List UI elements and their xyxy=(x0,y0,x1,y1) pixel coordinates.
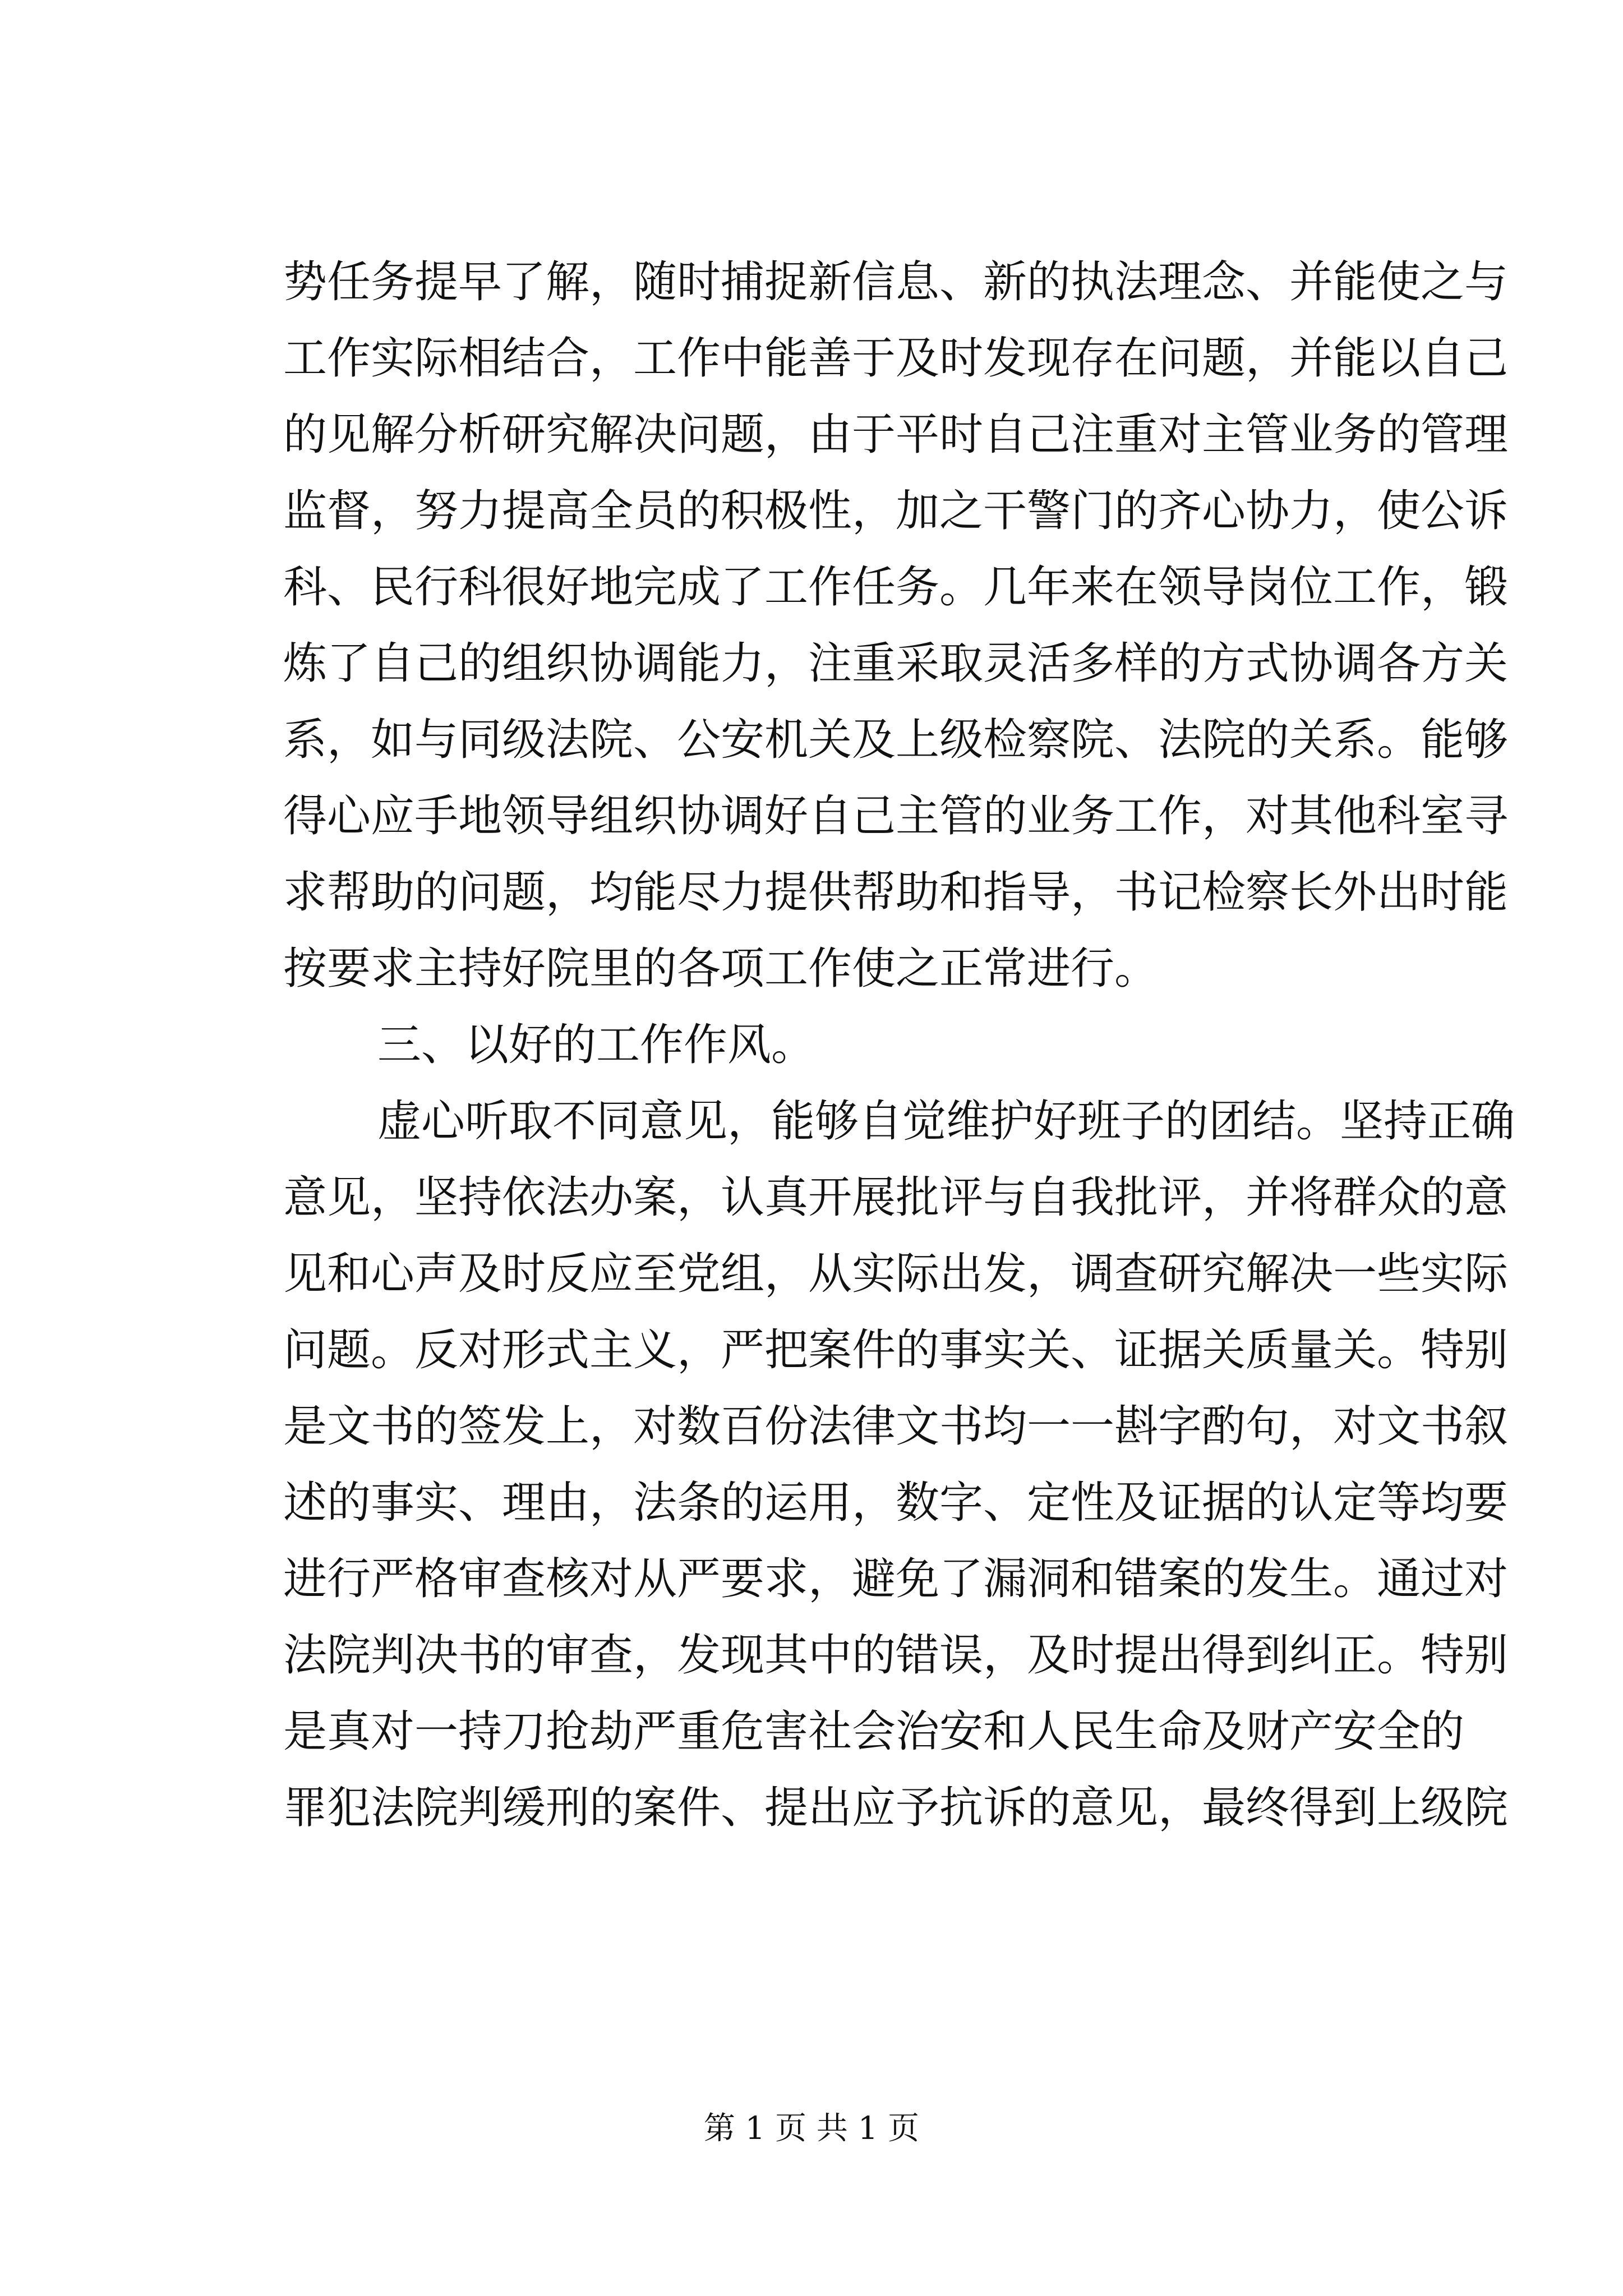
text-line: 求帮助的问题，均能尽力提供帮助和指导，书记检察长外出时能 xyxy=(283,867,1509,918)
text-line: 进行严格审查核对从严要求，避免了漏洞和错案的发生。通过对 xyxy=(283,1554,1509,1604)
text-line: 势任务提早了解，随时捕捉新信息、新的执法理念、并能使之与 xyxy=(283,257,1509,307)
text-line: 炼了自己的组织协调能力，注重采取灵活多样的方式协调各方关 xyxy=(283,638,1509,689)
text-line: 按要求主持好院里的各项工作使之正常进行。 xyxy=(283,944,1159,994)
text-line: 的见解分析研究解决问题，由于平时自己注重对主管业务的管理 xyxy=(283,409,1509,460)
text-line: 工作实际相结合，工作中能善于及时发现存在问题，并能以自己 xyxy=(283,333,1509,384)
text-line: 法院判决书的审查，发现其中的错误，及时提出得到纠正。特别 xyxy=(283,1630,1509,1681)
text-line: 是真对一持刀抢劫严重危害社会治安和人民生命及财产安全的 xyxy=(283,1706,1465,1757)
page-number-footer: 第 1 页 共 1 页 xyxy=(703,2110,920,2147)
section-heading: 三、以好的工作作风。 xyxy=(377,1020,815,1070)
text-line: 意见，坚持依法办案，认真开展批评与自我批评，并将群众的意 xyxy=(283,1172,1509,1223)
text-line: 述的事实、理由，法条的运用，数字、定性及证据的认定等均要 xyxy=(283,1478,1509,1528)
text-line: 虚心听取不同意见，能够自觉维护好班子的团结。坚持正确 xyxy=(377,1096,1515,1147)
text-line: 系，如与同级法院、公安机关及上级检察院、法院的关系。能够 xyxy=(283,715,1509,765)
text-line: 问题。反对形式主义，严把案件的事实关、证据关质量关。特别 xyxy=(283,1325,1509,1375)
text-line: 见和心声及时反应至党组，从实际出发，调查研究解决一些实际 xyxy=(283,1249,1509,1299)
text-line: 监督，努力提高全员的积极性，加之干警门的齐心协力，使公诉 xyxy=(283,486,1509,536)
text-line: 科、民行科很好地完成了工作任务。几年来在领导岗位工作，锻 xyxy=(283,562,1509,613)
text-line: 罪犯法院判缓刑的案件、提出应予抗诉的意见，最终得到上级院 xyxy=(283,1783,1509,1833)
text-line: 得心应手地领导组织协调好自己主管的业务工作，对其他科室寻 xyxy=(283,791,1509,841)
document-body xyxy=(283,244,1515,1846)
text-line: 是文书的签发上，对数百份法律文书均一一斟字酌句，对文书叙 xyxy=(283,1401,1509,1452)
